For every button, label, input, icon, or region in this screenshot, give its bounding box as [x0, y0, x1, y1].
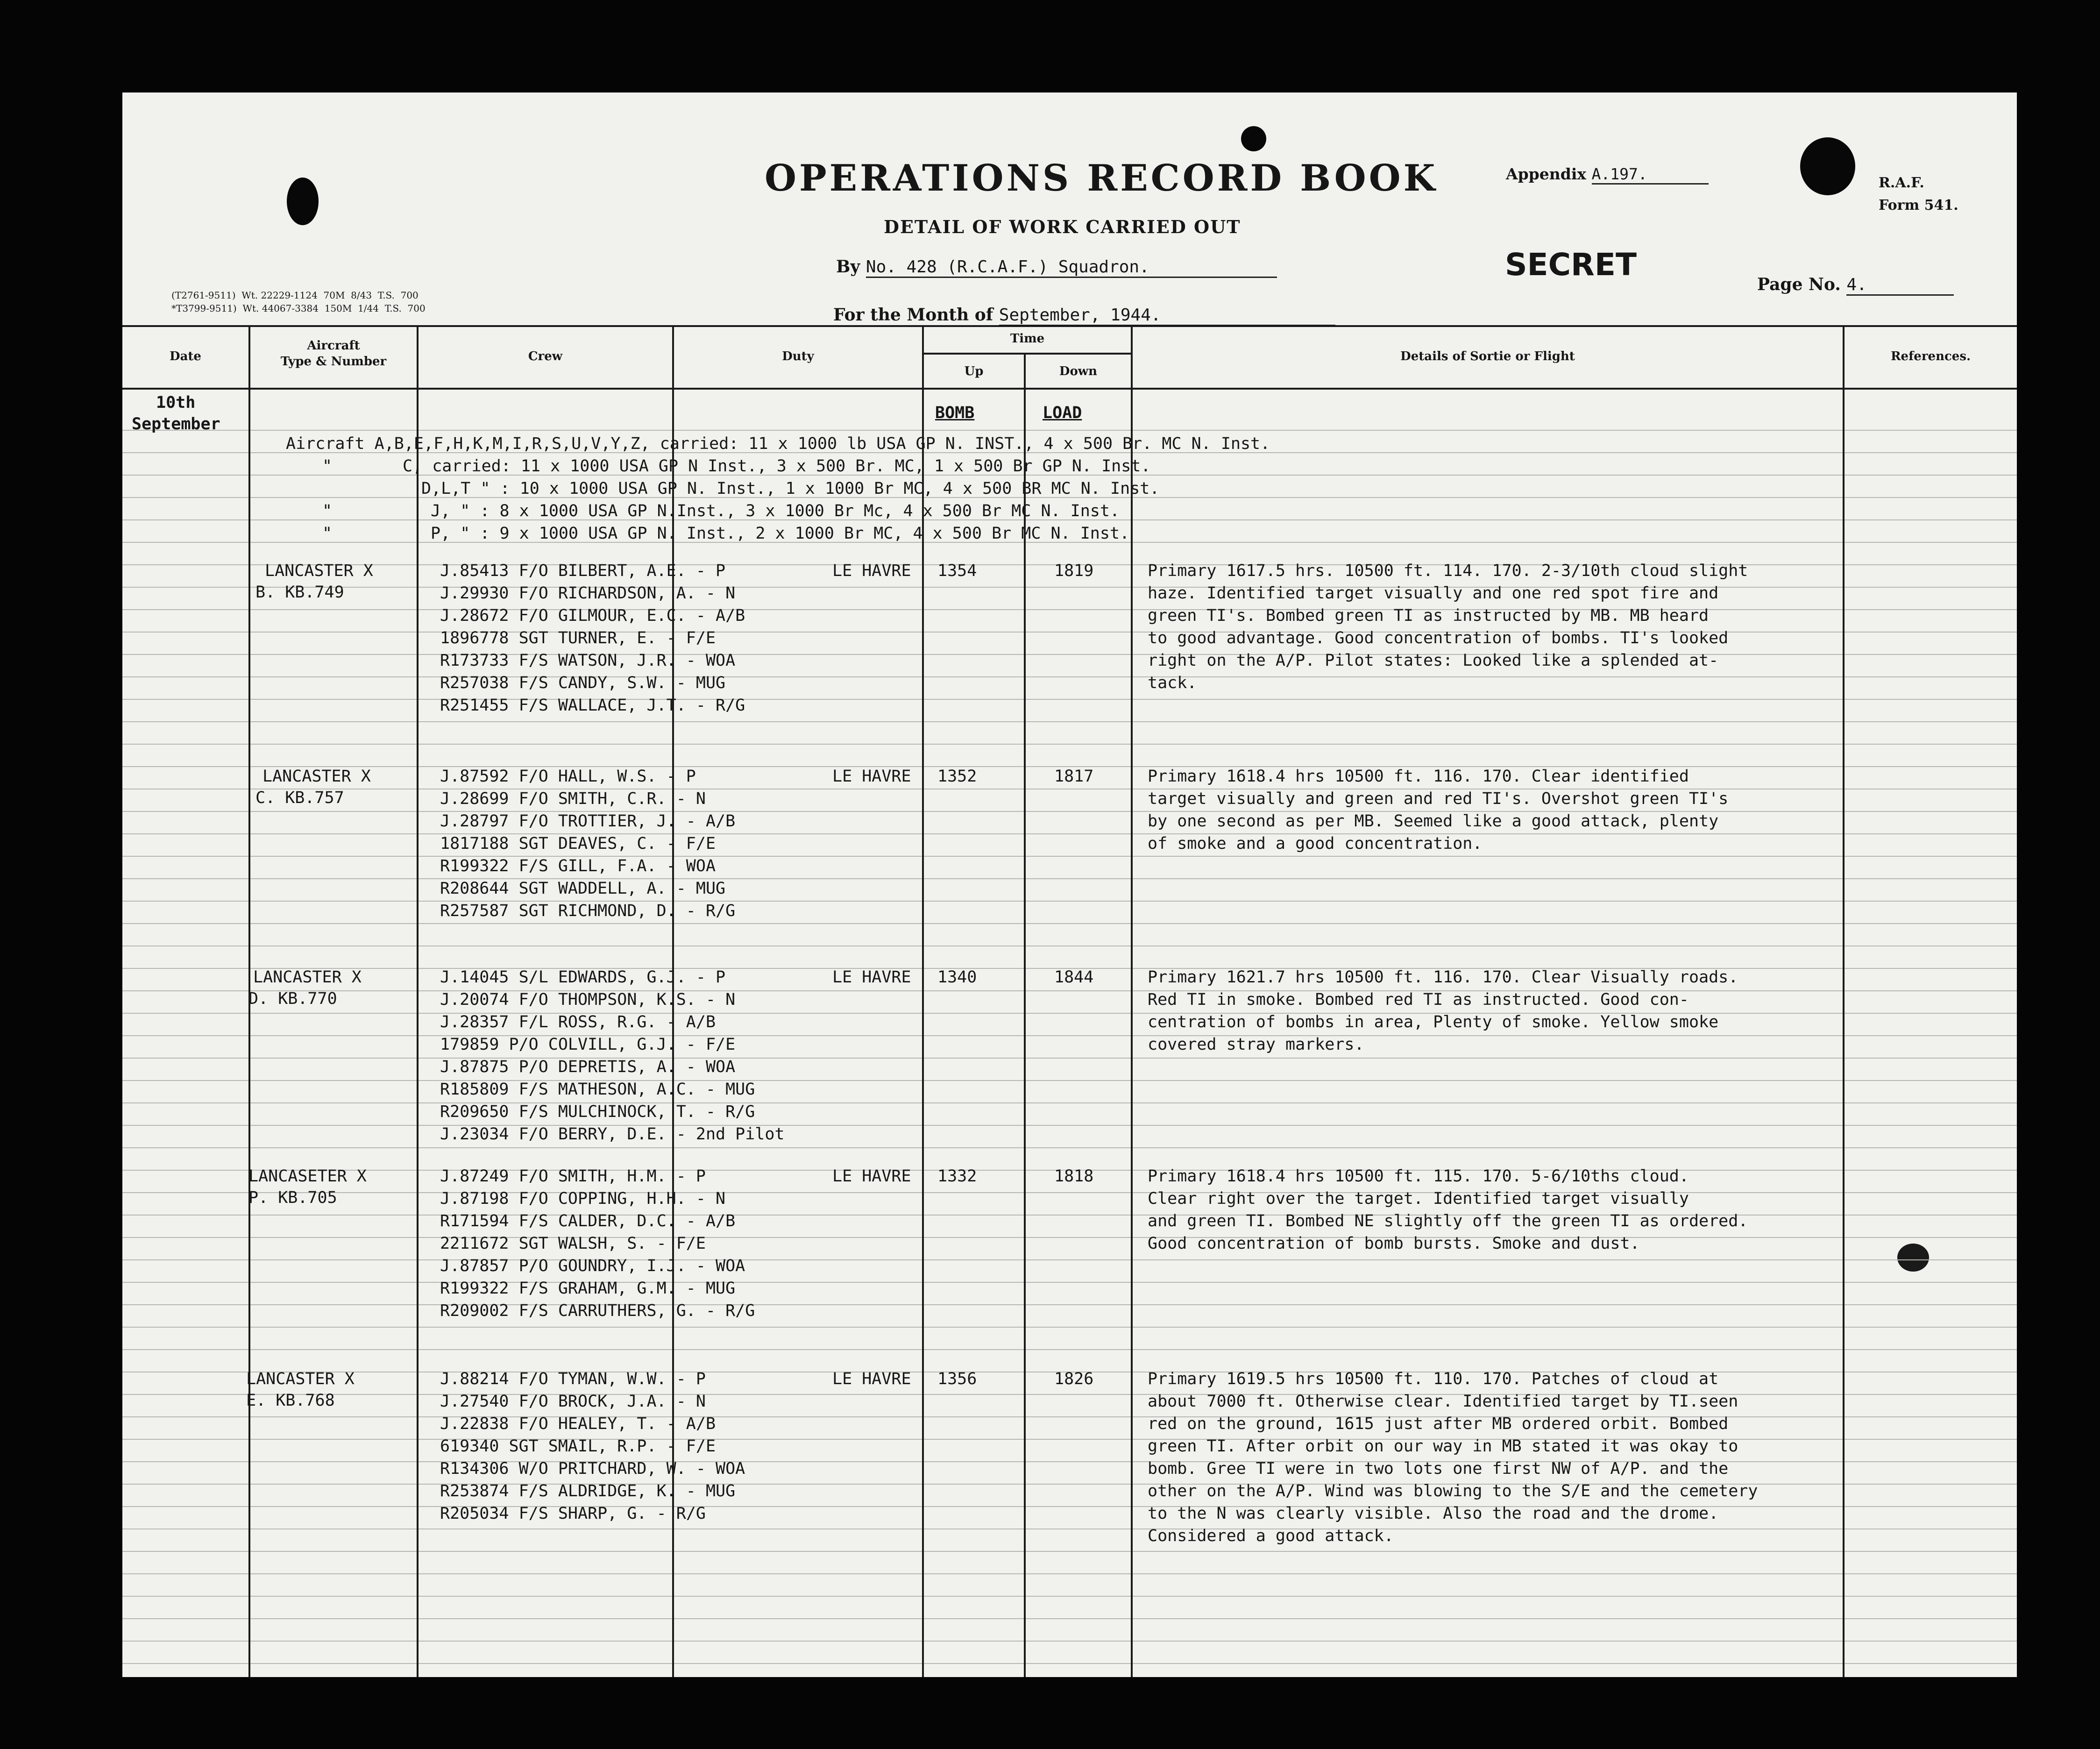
sortie-detail: covered stray markers.	[1148, 1035, 1364, 1054]
bomb-load-line: D,L,T " : 10 x 1000 USA GP N. Inst., 1 x 1000 Br MC, 4 x 500 BR MC N. Inst.	[421, 479, 1160, 498]
ruled-line	[122, 1506, 2017, 1507]
time-up: 1332	[937, 1167, 977, 1186]
ruled-line	[122, 1663, 2017, 1664]
duty-target: LE HAVRE	[832, 1370, 911, 1388]
load-label: LOAD	[1043, 404, 1082, 422]
ditto-mark: "	[322, 502, 333, 520]
month-value: September, 1944.	[999, 306, 1335, 326]
date-month: September	[132, 415, 220, 434]
ruled-line	[122, 1147, 2017, 1148]
ruled-line	[122, 833, 2017, 834]
ruled-line	[122, 811, 2017, 812]
crew-member: R251455 F/S WALLACE, J.T. - R/G	[440, 696, 745, 715]
page-value: 4.	[1846, 275, 1954, 296]
aircraft-type: LANCASTER X	[262, 767, 371, 786]
ruled-line	[122, 901, 2017, 902]
ruled-line	[122, 1596, 2017, 1597]
crew-member: R253874 F/S ALDRIDGE, K. - MUG	[440, 1482, 736, 1500]
header-duty: Duty	[782, 349, 814, 363]
duty-target: LE HAVRE	[832, 968, 911, 987]
ruled-line	[122, 1192, 2017, 1193]
ruled-line	[122, 1102, 2017, 1103]
duty-target: LE HAVRE	[832, 562, 911, 580]
sortie-detail: green TI's. Bombed green TI as instructed by MB. MB heard	[1148, 606, 1709, 625]
crew-member: R171594 F/S CALDER, D.C. - A/B	[440, 1212, 736, 1230]
bomb-load-line: J, " : 8 x 1000 USA GP N.Inst., 3 x 1000 Br Mc, 4 x 500 Br MC N. Inst.	[431, 502, 1120, 520]
ruled-line	[122, 923, 2017, 924]
page-title: OPERATIONS RECORD BOOK	[765, 157, 1438, 199]
punch-hole-center	[1241, 126, 1266, 151]
header-details: Details of Sortie or Flight	[1400, 349, 1575, 363]
header-time-up: Up	[964, 364, 984, 378]
duty-target: LE HAVRE	[832, 1167, 911, 1186]
crew-member: J.14045 S/L EDWARDS, G.J. - P	[440, 968, 726, 987]
header-crew: Crew	[528, 349, 563, 363]
col-divider-up	[1024, 353, 1026, 1677]
header-date: Date	[170, 349, 201, 363]
ruled-line	[122, 1641, 2017, 1642]
ruled-line	[122, 1282, 2017, 1283]
col-divider-down	[1131, 325, 1133, 1677]
aircraft-type: LANCASTER X	[253, 968, 362, 987]
crew-member: 179859 P/O COLVILL, G.J. - F/E	[440, 1035, 736, 1054]
ruled-line	[122, 1058, 2017, 1059]
time-down: 1817	[1054, 767, 1094, 786]
crew-member: J.87592 F/O HALL, W.S. - P	[440, 767, 696, 786]
crew-member: J.85413 F/O BILBERT, A.E. - P	[440, 562, 726, 580]
crew-member: J.87857 P/O GOUNDRY, I.J. - WOA	[440, 1257, 745, 1275]
page-subtitle: DETAIL OF WORK CARRIED OUT	[884, 216, 1241, 237]
time-up: 1354	[937, 562, 977, 580]
time-up: 1340	[937, 968, 977, 987]
record-sheet	[122, 92, 2017, 1677]
date-day: 10th	[156, 393, 196, 412]
bomb-load-line: C, carried: 11 x 1000 USA GP N Inst., 3 x 500 Br. MC, 1 x 500 Br GP N. Inst.	[403, 457, 1151, 476]
squadron-line	[836, 257, 1277, 278]
crew-member: J.28797 F/O TROTTIER, J. - A/B	[440, 812, 736, 831]
time-down: 1818	[1054, 1167, 1094, 1186]
ruled-line	[122, 1259, 2017, 1260]
ruled-line	[122, 1013, 2017, 1014]
classification-stamp: SECRET	[1505, 247, 1637, 283]
sortie-detail: haze. Identified target visually and one red spot fire and	[1148, 584, 1719, 603]
header-time-down: Down	[1059, 364, 1098, 378]
sortie-detail: Considered a good attack.	[1148, 1527, 1394, 1545]
page-label: Page No.	[1757, 275, 1841, 294]
sortie-detail: about 7000 ft. Otherwise clear. Identified target by TI.seen	[1148, 1392, 1738, 1411]
col-divider-details	[1843, 325, 1845, 1677]
crew-member: R199322 F/S GRAHAM, G.M. - MUG	[440, 1279, 736, 1298]
sortie-detail: red on the ground, 1615 just after MB ordered orbit. Bombed	[1148, 1415, 1729, 1433]
sortie-detail: bomb. Gree TI were in two lots one first NW of A/P. and the	[1148, 1459, 1729, 1478]
aircraft-serial: B. KB.749	[255, 583, 344, 602]
sortie-detail: Clear right over the target. Identified target visually	[1148, 1189, 1689, 1208]
sortie-detail: Primary 1619.5 hrs 10500 ft. 110. 170. Patches of cloud at	[1148, 1370, 1719, 1388]
aircraft-type: LANCASTER X	[246, 1370, 355, 1388]
crew-member: R209650 F/S MULCHINOCK, T. - R/G	[440, 1102, 755, 1121]
sortie-detail: to the N was clearly visible. Also the road and the drome.	[1148, 1504, 1719, 1523]
crew-member: 1817188 SGT DEAVES, C. - F/E	[440, 834, 716, 853]
crew-member: R208644 SGT WADDELL, A. - MUG	[440, 879, 726, 898]
crew-member: 1896778 SGT TURNER, E. - F/E	[440, 629, 716, 647]
ruled-line	[122, 1035, 2017, 1036]
ruled-line	[122, 1237, 2017, 1238]
crew-member: R257038 F/S CANDY, S.W. - MUG	[440, 674, 726, 692]
crew-member: J.22838 F/O HEALEY, T. - A/B	[440, 1415, 716, 1433]
aircraft-serial: D. KB.770	[248, 989, 337, 1008]
ruled-line	[122, 1551, 2017, 1552]
ruled-line	[122, 1327, 2017, 1328]
sortie-detail: to good advantage. Good concentration of bombs. TI's looked	[1148, 629, 1729, 647]
crew-member: R173733 F/S WATSON, J.R. - WOA	[440, 651, 736, 670]
aircraft-type: LANCASTER X	[265, 562, 373, 580]
page-number-line	[1757, 275, 1954, 296]
ruled-line	[122, 1125, 2017, 1126]
time-header-divider	[922, 353, 1131, 355]
ruled-line	[122, 676, 2017, 677]
crew-member: J.28699 F/O SMITH, C.R. - N	[440, 789, 706, 808]
ditto-mark: "	[322, 524, 333, 543]
crew-member: J.88214 F/O TYMAN, W.W. - P	[440, 1370, 706, 1388]
ruled-line	[122, 1573, 2017, 1574]
header-time: Time	[1010, 332, 1045, 346]
sortie-detail: right on the A/P. Pilot states: Looked like a splended at-	[1148, 651, 1719, 670]
sortie-detail: Primary 1617.5 hrs. 10500 ft. 114. 170. 2-3/10th cloud slight	[1148, 562, 1748, 580]
crew-member: R205034 F/S SHARP, G. - R/G	[440, 1504, 706, 1523]
ruled-line	[122, 654, 2017, 655]
ink-blot	[1897, 1244, 1929, 1272]
ruled-line	[122, 1349, 2017, 1350]
bomb-load-line: P, " : 9 x 1000 USA GP N. Inst., 2 x 1000 Br MC, 4 x 500 Br MC N. Inst.	[431, 524, 1130, 543]
sortie-detail: of smoke and a good concentration.	[1148, 834, 1483, 853]
ruled-line	[122, 721, 2017, 722]
ruled-line	[122, 1461, 2017, 1462]
appendix-label: Appendix	[1506, 165, 1587, 183]
ruled-line	[122, 609, 2017, 610]
crew-member: J.28357 F/L ROSS, R.G. - A/B	[440, 1013, 716, 1031]
month-label: For the Month of	[833, 305, 993, 325]
bomb-label: BOMB	[935, 404, 975, 422]
duty-target: LE HAVRE	[832, 767, 911, 786]
header-aircraft: Aircraft Type & Number	[280, 339, 387, 369]
sortie-detail: green TI. After orbit on our way in MB stated it was okay to	[1148, 1437, 1738, 1456]
ruled-line	[122, 430, 2017, 431]
sortie-detail: by one second as per MB. Seemed like a good attack, plenty	[1148, 812, 1719, 831]
crew-member: J.87198 F/O COPPING, H.H. - N	[440, 1189, 726, 1208]
crew-member: R185809 F/S MATHESON, A.C. - MUG	[440, 1080, 755, 1099]
sortie-detail: Good concentration of bomb bursts. Smoke and dust.	[1148, 1234, 1640, 1253]
crew-member: J.23034 F/O BERRY, D.E. - 2nd Pilot	[440, 1125, 785, 1144]
appendix-value: A.197.	[1592, 165, 1709, 185]
aircraft-serial: C. KB.757	[255, 789, 344, 807]
sortie-detail: target visually and green and red TI's. Overshot green TI's	[1148, 789, 1729, 808]
ditto-mark: "	[322, 457, 333, 476]
crew-member: 2211672 SGT WALSH, S. - F/E	[440, 1234, 706, 1253]
aircraft-serial: P. KB.705	[248, 1188, 337, 1207]
ruled-line	[122, 744, 2017, 745]
ruled-line	[122, 1416, 2017, 1417]
crew-member: J.87249 F/O SMITH, H.M. - P	[440, 1167, 706, 1186]
sortie-detail: Primary 1618.4 hrs 10500 ft. 116. 170. Clear identified	[1148, 767, 1689, 786]
sortie-detail: and green TI. Bombed NE slightly off the green TI as ordered.	[1148, 1212, 1748, 1230]
ruled-line	[122, 1618, 2017, 1619]
crew-member: R199322 F/S GILL, F.A. - WOA	[440, 857, 716, 875]
header-bottom-border	[122, 388, 2017, 390]
header-references: References.	[1890, 349, 1971, 363]
aircraft-serial: E. KB.768	[246, 1391, 335, 1410]
ruled-line	[122, 878, 2017, 879]
crew-member: R209002 F/S CARRUTHERS, G. - R/G	[440, 1301, 755, 1320]
time-up: 1352	[937, 767, 977, 786]
crew-member: J.27540 F/O BROCK, J.A. - N	[440, 1392, 706, 1411]
punch-hole-right	[1800, 137, 1855, 195]
ruled-line	[122, 1080, 2017, 1081]
sortie-detail: other on the A/P. Wind was blowing to the S/E and the cemetery	[1148, 1482, 1758, 1500]
crew-member: J.20074 F/O THOMPSON, K.S. - N	[440, 990, 736, 1009]
ruled-line	[122, 632, 2017, 633]
crew-member: R134306 W/O PRITCHARD, W. - WOA	[440, 1459, 745, 1478]
time-down: 1826	[1054, 1370, 1094, 1388]
ruled-line	[122, 587, 2017, 588]
bomb-load-line: Aircraft A,B,E,F,H,K,M,I,R,S,U,V,Y,Z, carried: 11 x 1000 lb USA GP N. INST., 4 x 500 Br. MC N. Inst.	[286, 434, 1270, 453]
sortie-detail: centration of bombs in area, Plenty of smoke. Yellow smoke	[1148, 1013, 1719, 1031]
aircraft-type: LANCASETER X	[248, 1167, 367, 1186]
ruled-line	[122, 990, 2017, 991]
by-label: By	[836, 257, 860, 277]
sortie-detail: tack.	[1148, 674, 1197, 692]
time-down: 1819	[1054, 562, 1094, 580]
appendix-line	[1506, 165, 1709, 185]
ruled-line	[122, 856, 2017, 857]
crew-member: J.28672 F/O GILMOUR, E.C. - A/B	[440, 606, 745, 625]
ruled-line	[122, 1304, 2017, 1305]
crew-member: R257587 SGT RICHMOND, D. - R/G	[440, 902, 736, 920]
crew-member: J.29930 F/O RICHARDSON, A. - N	[440, 584, 736, 603]
table-top-border	[122, 325, 2017, 327]
crew-member: 619340 SGT SMAIL, R.P. - F/E	[440, 1437, 716, 1456]
sortie-detail: Primary 1621.7 hrs 10500 ft. 116. 170. Clear Visually roads.	[1148, 968, 1738, 987]
time-up: 1356	[937, 1370, 977, 1388]
form-reference: R.A.F. Form 541.	[1879, 175, 1958, 213]
col-divider-aircraft	[417, 325, 419, 1677]
ruled-line	[122, 699, 2017, 700]
time-down: 1844	[1054, 968, 1094, 987]
squadron-value: No. 428 (R.C.A.F.) Squadron.	[866, 257, 1277, 278]
crew-member: J.87875 P/O DEPRETIS, A. - WOA	[440, 1058, 736, 1076]
sortie-detail: Primary 1618.4 hrs 10500 ft. 115. 170. 5-6/10ths cloud.	[1148, 1167, 1689, 1186]
punch-hole-left	[287, 178, 319, 225]
sortie-detail: Red TI in smoke. Bombed red TI as instructed. Good con-	[1148, 990, 1689, 1009]
printer-code: (T2761-9511) Wt. 22229-1124 70M 8/43 T.S. 700 *T3799-9511) Wt. 44067-3384 150M 1/44 T.S. 700	[171, 290, 426, 314]
month-line	[833, 305, 1335, 326]
